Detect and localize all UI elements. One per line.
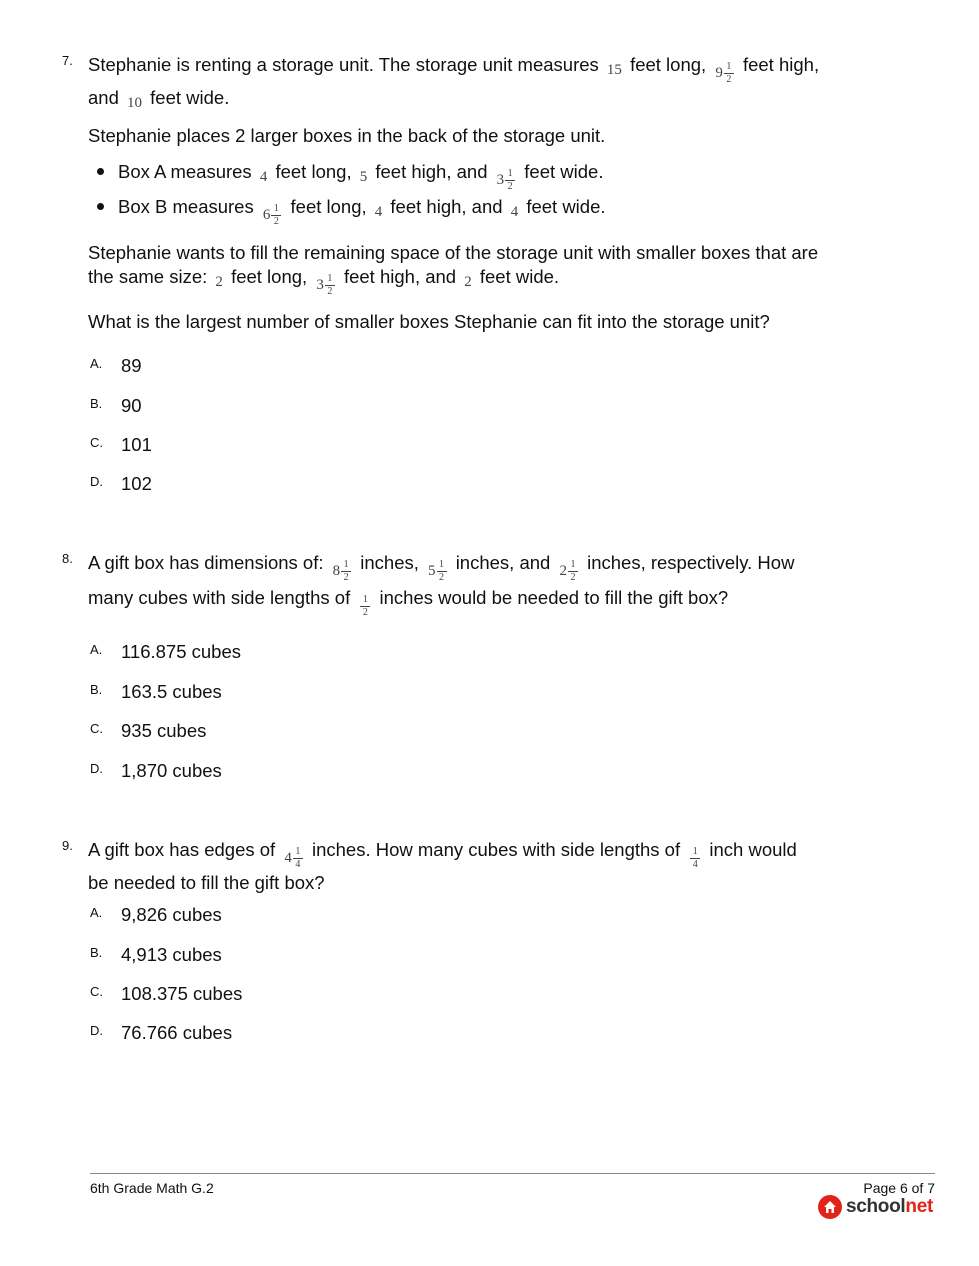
stem-text: feet long,: [290, 196, 367, 217]
option-letter: B.: [90, 945, 103, 960]
math-value: 2: [464, 274, 472, 290]
stem-text: feet long,: [275, 161, 352, 182]
stem-text: Box A measures: [118, 161, 252, 182]
math-value: 5: [359, 169, 368, 185]
stem-text: many cubes with side lengths of: [88, 587, 351, 608]
question-stem-line: [88, 839, 797, 870]
question-stem-line: [88, 54, 819, 85]
option-text: 102: [121, 473, 152, 494]
question-number: 8.: [62, 551, 73, 566]
box-a-description: [118, 161, 603, 192]
option-letter: B.: [90, 682, 103, 697]
stem-text: inches,: [360, 552, 419, 573]
option-text: 935 cubes: [121, 720, 207, 741]
option-letter: D.: [90, 761, 103, 776]
stem-text: feet high, and: [375, 161, 488, 182]
option-text: 89: [121, 355, 142, 376]
question-stem-line: [88, 87, 229, 112]
option-letter: C.: [90, 984, 103, 999]
bullet-dot: [97, 203, 104, 210]
stem-text: feet wide.: [524, 161, 604, 182]
question-stem-line: Stephanie wants to fill the remaining space of the storage unit with smaller boxes that are: [88, 242, 819, 263]
option-letter: A.: [90, 642, 103, 657]
option-text: 101: [121, 434, 152, 455]
option-letter: A.: [90, 356, 103, 371]
question-number: 9.: [62, 838, 73, 853]
stem-text: inches would be needed to fill the gift box?: [379, 587, 729, 608]
math-value: 4: [510, 204, 519, 220]
stem-text: inches. How many cubes with side lengths of: [311, 839, 681, 860]
stem-text: inches, respectively. How: [587, 552, 795, 573]
math-value: 10: [127, 95, 143, 111]
mixed-number: 6 $\frac{1}{2}$: [263, 204, 282, 227]
fraction: $\frac{1}{2}$: [359, 595, 370, 618]
option-letter: A.: [90, 905, 103, 920]
stem-text: feet wide.: [479, 266, 560, 287]
option-text: 116.875 cubes: [121, 641, 242, 662]
stem-text: feet wide.: [526, 196, 606, 217]
mixed-number: 4 $\frac{1}{4}$: [284, 847, 303, 870]
math-value: 15: [606, 62, 622, 78]
mixed-number: 3 $\frac{1}{2}$: [316, 274, 335, 297]
question-stem-line: [88, 587, 728, 618]
question-stem-line: be needed to fill the gift box?: [88, 872, 325, 893]
stem-text: Box B measures: [118, 196, 254, 217]
footer-course-title: 6th Grade Math G.2: [90, 1180, 214, 1196]
option-text: 108.375 cubes: [121, 983, 243, 1004]
stem-text: inches, and: [455, 552, 551, 573]
math-value: 4: [259, 169, 268, 185]
option-letter: D.: [90, 1023, 103, 1038]
option-letter: C.: [90, 721, 103, 736]
mixed-number: 9 $\frac{1}{2}$: [715, 62, 734, 85]
stem-text: feet wide.: [150, 87, 230, 108]
stem-text: A gift box has dimensions of:: [88, 552, 324, 573]
option-text: 163.5 cubes: [121, 681, 222, 702]
stem-text: Stephanie is renting a storage unit. The storage unit measures: [88, 54, 599, 75]
stem-text: feet long,: [231, 266, 308, 287]
schoolnet-logo: [818, 1195, 933, 1219]
footer-page-number: Page 6 of 7: [863, 1180, 935, 1196]
question-stem-line: Stephanie places 2 larger boxes in the back of the storage unit.: [88, 125, 606, 146]
stem-text: inch would: [709, 839, 797, 860]
math-value: 2: [215, 274, 223, 290]
question-number: 7.: [62, 53, 73, 68]
option-text: 1,870 cubes: [121, 760, 222, 781]
question-stem-line: [88, 552, 794, 583]
mixed-number: 8 $\frac{1}{2}$: [333, 560, 352, 583]
bullet-dot: [97, 168, 104, 175]
option-letter: C.: [90, 435, 103, 450]
stem-text: the same size:: [88, 266, 208, 287]
stem-text: and: [88, 87, 119, 108]
option-text: 4,913 cubes: [121, 944, 222, 965]
footer-divider: [90, 1173, 935, 1174]
fraction: $\frac{1}{4}$: [689, 847, 700, 870]
question-stem-line: [88, 266, 559, 297]
stem-text: feet high, and: [390, 196, 503, 217]
stem-text: feet high, and: [343, 266, 457, 287]
mixed-number: 2 $\frac{1}{2}$: [559, 560, 578, 583]
option-letter: D.: [90, 474, 103, 489]
stem-text: feet high,: [742, 54, 820, 75]
box-b-description: [118, 196, 606, 227]
stem-text: A gift box has edges of: [88, 839, 276, 860]
house-icon: [818, 1195, 842, 1219]
stem-text: feet long,: [630, 54, 707, 75]
math-value: 4: [374, 204, 383, 220]
logo-wordmark: schoolnet: [845, 1196, 933, 1217]
option-text: 9,826 cubes: [121, 904, 222, 925]
option-letter: B.: [90, 396, 103, 411]
mixed-number: 3 $\frac{1}{2}$: [497, 169, 516, 192]
question-stem-line: What is the largest number of smaller boxes Stephanie can fit into the storage unit?: [88, 311, 770, 332]
mixed-number: 5 $\frac{1}{2}$: [428, 560, 447, 583]
option-text: 76.766 cubes: [121, 1022, 233, 1043]
option-text: 90: [121, 395, 142, 416]
